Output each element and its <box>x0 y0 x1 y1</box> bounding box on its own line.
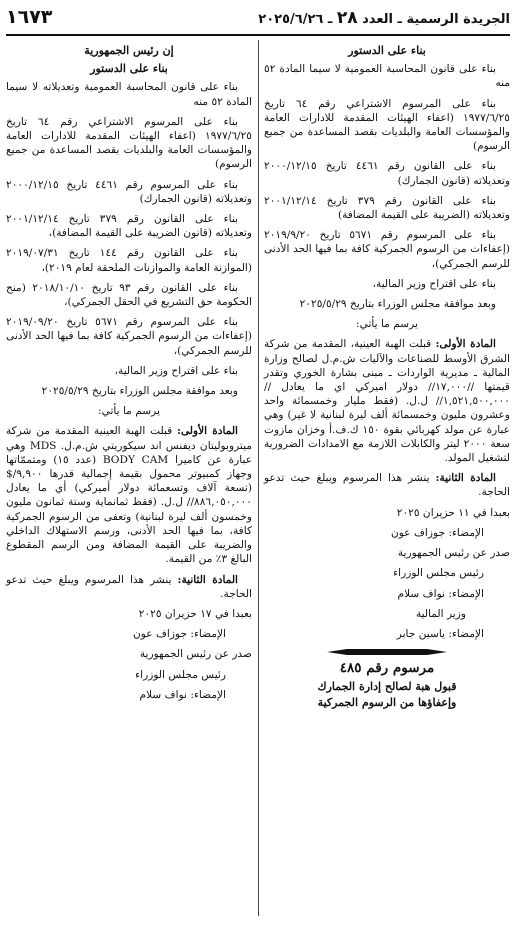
article-2 <box>264 471 510 499</box>
page-header <box>6 0 510 34</box>
issued-by-president: صدر عن رئيس الجمهورية <box>139 648 252 661</box>
issued-date: بعبدا في ١٧ حزيران ٢٠٢٥ <box>138 607 252 620</box>
header-rule <box>6 34 510 36</box>
article-label: المادة الأولى: <box>435 338 496 351</box>
gazette-name: الجريدة الرسمية ـ العدد <box>362 12 510 27</box>
pm-signature: الإمضاء: نواف سلام <box>139 688 226 701</box>
preamble-paragraph: وبعد موافقة مجلس الوزراء بتاريخ ٢٠٢٥/٥/٢٩ <box>299 298 496 311</box>
issued-by-president: صدر عن رئيس الجمهورية <box>397 547 510 560</box>
president-signature: الإمضاء: جوزاف عون <box>391 526 484 539</box>
preamble-paragraph: بناء على المرسوم رقم ٥٦٧١ تاريخ ٢٠١٩/٩/٢٠ (إعفاءات من الرسوم الجمركية كافة بما فيها الحد الأدنى للرسم الجمركي)، <box>264 229 510 270</box>
preamble-paragraph: بناء على اقتراح وزير المالية، <box>114 364 238 377</box>
decree-number: مرسوم رقم ٤٨٥ <box>339 660 435 677</box>
gazette-title <box>258 8 510 28</box>
preamble-paragraph: بناء على المرسوم رقم ٥٦٧١ تاريخ ٢٠١٩/٠٩/٢٠ (إعفاءات من الرسوم الجمركية كافة بما فيها الحد الأدنى للرسم الجمركي)، <box>6 316 252 357</box>
article-label: المادة الأولى: <box>177 425 238 438</box>
preamble-paragraph: بناء على المرسوم الاشتراعي رقم ٦٤ تاريخ ١٩٧٧/٦/٢٥ (اعفاء الهيئات المقدمة للادارات العامة والمؤسسات العامة والبلديات بقصد المساعدة من جميع الرسوم) <box>264 97 510 153</box>
signature-block <box>6 607 252 702</box>
finance-minister-signature: الإمضاء: ياسين جابر <box>396 627 484 640</box>
preamble-paragraph: بناء على المرسوم رقم ٤٤٦١ تاريخ ٢٠٠٠/١٢/١٥ وتعديلاته (قانون الجمارك) <box>6 178 252 205</box>
president-heading: إن رئيس الجمهورية <box>84 44 174 57</box>
issue-number: ٢٨ <box>336 8 358 28</box>
preamble-paragraph: بناء على اقتراح وزير المالية، <box>372 277 496 290</box>
preamble-paragraph: وبعد موافقة مجلس الوزراء بتاريخ ٢٠٢٥/٥/٢٩ <box>41 385 238 398</box>
preamble-paragraph: بناء على القانون رقم ٣٧٩ تاريخ ٢٠٠١/١٢/١٤ وتعديلاته (قانون الضريبة على القيمة المضافة)، <box>6 213 252 240</box>
decree-title: قبول هبة لصالح إدارة الجمارك <box>317 680 457 694</box>
preamble-paragraph: بناء على القانون رقم ٣٧٩ تاريخ ٢٠٠١/١٢/١٤ وتعديلاته (الضريبة على القيمة المضافة) <box>264 194 510 222</box>
decrees-line: يرسم ما يأتي: <box>98 405 160 418</box>
article-text: ينشر هذا المرسوم ويبلغ حيث تدعو الحاجة. <box>6 573 252 600</box>
column-divider <box>258 40 259 916</box>
pm-title: رئيس مجلس الوزراء <box>393 567 484 580</box>
article-text: قبلت الهبة العينية المقدمة من شركة ميتروبوليتان ديفنس اند سيكوريتي ش.م.ل. MDS وهي عبارة عن كاميرا BODY CAM (عدد ١٥) ومتممّاتها وجهاز كمبيوتر محمول بقيمة إجمالية قدرها ٩,٩٠٠/$ (تسعة آلاف وتسعمائة دولار أميركي) أي ما يعادل ٨٨٦,٠٥٠,٠٠٠// ل.ل. (فقط ثمانماية وستة ثمانون مليون وخمسون ألف ليرة لبنانية) وتعفى من الرسوم الجمركية كافة، بما فيها الحد الأدنى، ورسم الاستهلاك الداخلي والضريبة على القيمة المضافة ومن الرسم المقطوع البالغ ٣٪ من القيمة. <box>6 425 253 566</box>
article-2 <box>6 573 252 601</box>
article-1 <box>264 337 510 465</box>
preamble-paragraph: بناء على قانون المحاسبة العمومية وتعديلاته لا سيما المادة ٥٢ منه <box>6 81 252 108</box>
decrees-line: يرسم ما يأتي: <box>356 318 418 331</box>
article-text: ينشر هذا المرسوم ويبلغ حيث تدعو الحاجة. <box>264 472 510 499</box>
section-divider-icon <box>327 647 447 657</box>
president-signature: الإمضاء: جوزاف عون <box>133 628 226 641</box>
preamble-heading: بناء على الدستور <box>348 44 426 57</box>
preamble-paragraph: بناء على القانون رقم ١٤٤ تاريخ ٢٠١٩/٠٧/٣١ (الموازنة العامة والموازنات الملحقة لعام ٢٠١٩)، <box>6 247 252 274</box>
article-label: المادة الثانية: <box>177 573 238 586</box>
article-text: قبلت الهبة العينية، المقدمة من شركة الشرق الأوسط للصناعات والآليات ش.م.ل لصالح وزارة المالية ـ مديرية الواردات ـ مبنى بشارة الخوري وتقدر قيمتها //١٧,٠٠٠// دولار اميركي اي ما يعادل //١,٥٢١,٥٠٠,٠٠٠// ل.ل. (فقط مليار وخمسمائة واحد وعشرون مليون وخمسمائة ألف ليرة لبنانية لا غير) وهي عبارة عن مولد كهربائي بقوة ١٥٠ ك.ف.أ وخزان مازوت سعة ٢٠٠٠ ليتر والكابلات اللازمة مع الامدادات الضرورية لتشغيل المولد. <box>264 338 510 465</box>
preamble-paragraph: بناء على قانون المحاسبة العمومية لا سيما المادة ٥٢ منه <box>264 63 510 90</box>
preamble-heading: بناء على الدستور <box>90 62 168 76</box>
decree-title: وإعفاؤها من الرسوم الجمركية <box>317 696 457 710</box>
issue-date: ـ ٢٠٢٥/٦/٢٦ <box>258 12 333 27</box>
issued-date: بعبدا في ١١ حزيران ٢٠٢٥ <box>396 506 510 519</box>
left-column <box>6 44 252 708</box>
pm-title: رئيس مجلس الوزراء <box>135 668 226 681</box>
pm-signature: الإمضاء: نواف سلام <box>397 587 484 600</box>
preamble-paragraph: بناء على المرسوم الاشتراعي رقم ٦٤ تاريخ ١٩٧٧/٦/٢٥ (اعفاء الهيئات المقدمة للادارات العامة والمؤسسات العامة والبلديات بقصد المساعدة من جميع الرسوم) <box>6 115 252 171</box>
article-label: المادة الثانية: <box>435 472 496 485</box>
page-number: ١٦٧٣ <box>6 6 53 28</box>
finance-minister-title: وزير المالية <box>415 607 466 620</box>
preamble-paragraph: بناء على القانون رقم ٩٣ تاريخ ٢٠١٨/١٠/١٠ (منح الحكومة حق التشريع في الحقل الجمركي)، <box>6 281 252 309</box>
right-column <box>264 44 510 711</box>
article-1 <box>6 424 252 566</box>
signature-block <box>264 506 510 641</box>
preamble-paragraph: بناء على القانون رقم ٤٤٦١ تاريخ ٢٠٠٠/١٢/١٥ وتعديلاته (قانون الجمارك) <box>264 160 510 187</box>
